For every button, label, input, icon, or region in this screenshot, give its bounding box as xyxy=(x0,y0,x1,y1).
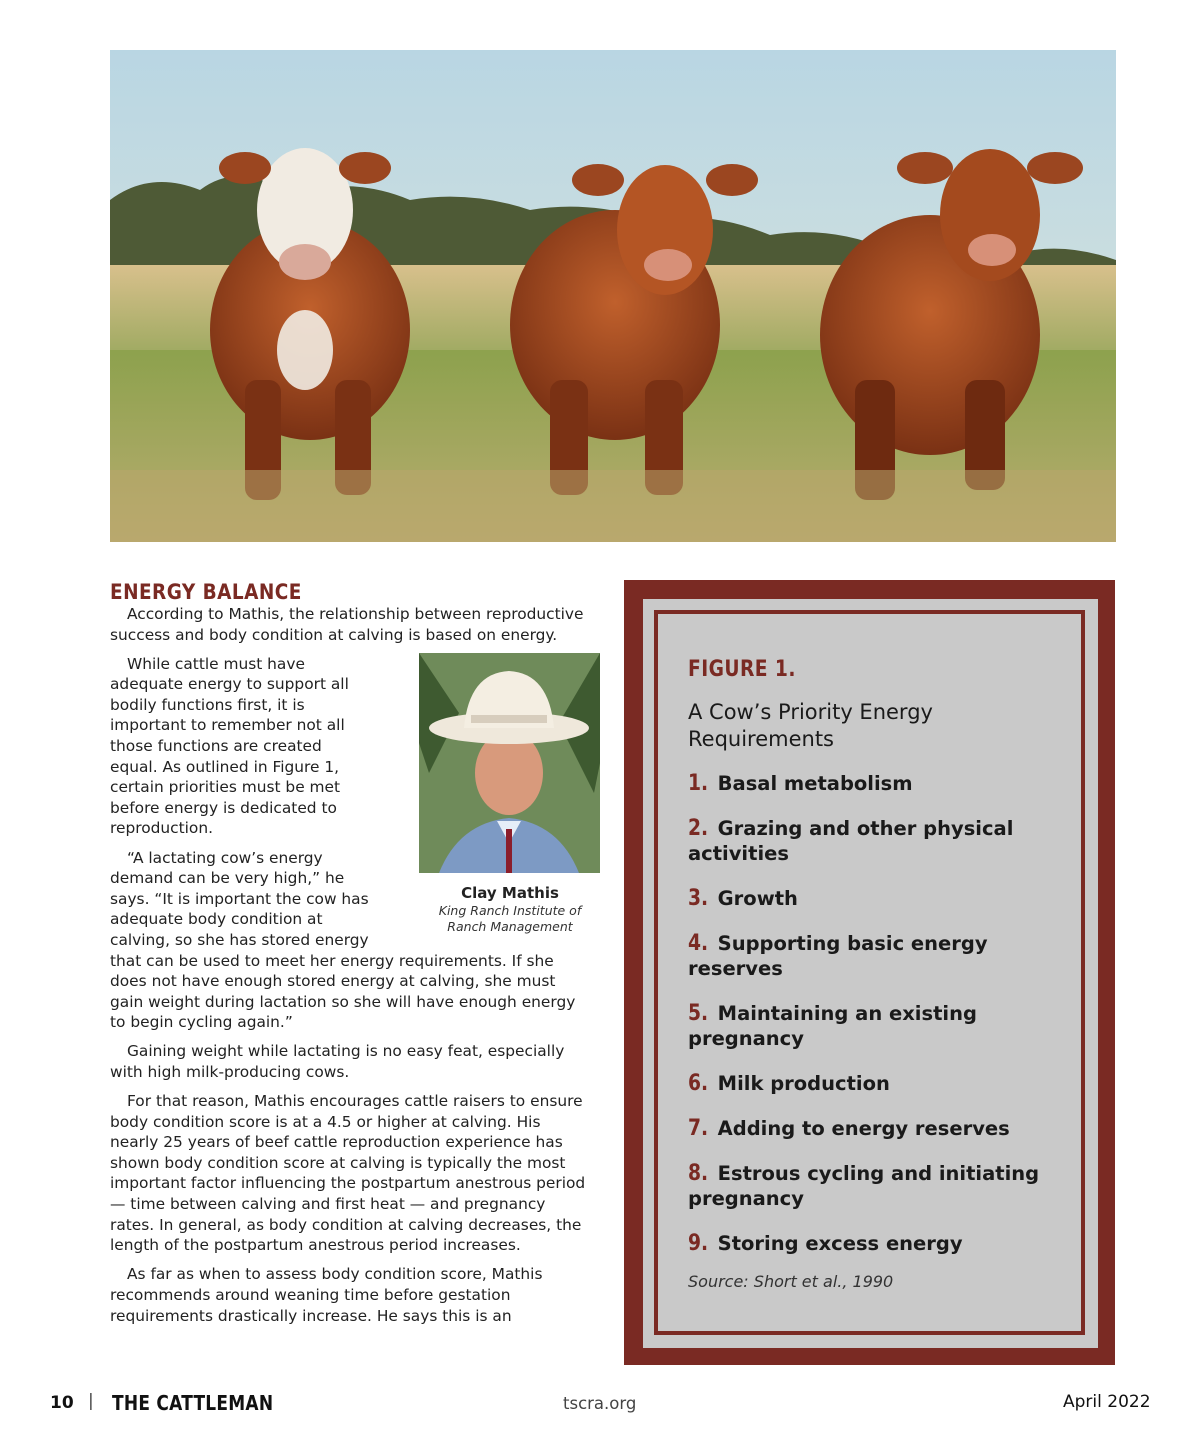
item-number: 5. xyxy=(688,1001,709,1026)
section-heading: ENERGY BALANCE xyxy=(110,580,302,604)
item-text: Milk production xyxy=(717,1072,890,1095)
item-text: Estrous cycling and initiating pregnancy xyxy=(688,1162,1040,1210)
hero-photo-cattle xyxy=(110,50,1116,542)
figure-label: FIGURE 1. xyxy=(688,657,796,682)
list-item xyxy=(688,771,1068,796)
website-link[interactable]: tscra.org xyxy=(563,1394,637,1413)
issue-date: April 2022 xyxy=(1063,1392,1151,1412)
item-number: 2. xyxy=(688,816,709,841)
footer-separator: | xyxy=(88,1391,94,1411)
item-number: 4. xyxy=(688,931,709,956)
portrait-caption xyxy=(419,883,601,935)
article-paragraph: that can be used to meet her energy requirements. If she does not have enough stored energy at calving, she must gain weight during lactation so she will have enough energy to begin cycling again.” xyxy=(110,951,576,1032)
item-text: Maintaining an existing pregnancy xyxy=(688,1002,977,1050)
magazine-name: THE CATTLEMAN xyxy=(112,1391,274,1415)
item-number: 8. xyxy=(688,1161,709,1186)
list-item xyxy=(688,1231,1068,1256)
list-item xyxy=(688,816,1068,866)
figure-title: A Cow’s Priority Energy Requirements xyxy=(688,700,933,751)
item-number: 3. xyxy=(688,886,709,911)
article-paragraph: As far as when to assess body condition score, Mathis recommends around weaning time before gestation requirements drastically increase. He says this is an xyxy=(110,1265,543,1325)
list-item xyxy=(688,1001,1068,1051)
figure-content xyxy=(688,655,1068,1291)
item-text: Growth xyxy=(717,887,798,910)
list-item xyxy=(688,931,1068,981)
caption-role-line: Ranch Management xyxy=(447,919,573,934)
article-paragraph: While cattle must have adequate energy to support all bodily functions first, it is important to remember not all those functions are created equal. As outlined in Figure 1, certain priorities must be met before energy is dedicated to reproduction. xyxy=(110,654,349,838)
article-paragraph: According to Mathis, the relationship between reproductive success and body condition at calving is based on energy. xyxy=(110,605,584,644)
item-number: 6. xyxy=(688,1071,709,1096)
priority-list xyxy=(688,771,1068,1256)
page-footer xyxy=(0,1388,1200,1420)
caption-name: Clay Mathis xyxy=(461,884,559,902)
portrait-photo xyxy=(419,653,600,873)
figure-source: Source: Short et al., 1990 xyxy=(688,1272,894,1291)
list-item xyxy=(688,886,1068,911)
list-item xyxy=(688,1116,1068,1141)
item-number: 7. xyxy=(688,1116,709,1141)
item-text: Grazing and other physical activities xyxy=(688,817,1014,865)
list-item xyxy=(688,1071,1068,1096)
article-paragraph: For that reason, Mathis encourages cattle raisers to ensure body condition score is at a 4.5 or higher at calving. His nearly 25 years of beef cattle reproduction experience has shown body condition score at calving is typically the most important factor influencing the postpartum anestrous period — time between calving and first heat — and pregnancy rates. In general, as body condition at calving decreases, the length of the postpartum anestrous period increases. xyxy=(110,1092,586,1255)
item-number: 1. xyxy=(688,771,709,796)
page-number: 10 xyxy=(50,1393,74,1413)
item-text: Supporting basic energy reserves xyxy=(688,932,988,980)
caption-role-line: King Ranch Institute of xyxy=(438,903,582,918)
list-item xyxy=(688,1161,1068,1211)
article-paragraph: “A lactating cow’s energy demand can be very high,” he says. “It is important the cow has adequate body condition at calving, so she has stored energy xyxy=(110,848,369,949)
item-number: 9. xyxy=(688,1231,709,1256)
item-text: Adding to energy reserves xyxy=(717,1117,1010,1140)
item-text: Basal metabolism xyxy=(717,772,913,795)
item-text: Storing excess energy xyxy=(717,1232,963,1255)
article-paragraph: Gaining weight while lactating is no easy feat, especially with high milk-producing cows. xyxy=(110,1042,565,1081)
